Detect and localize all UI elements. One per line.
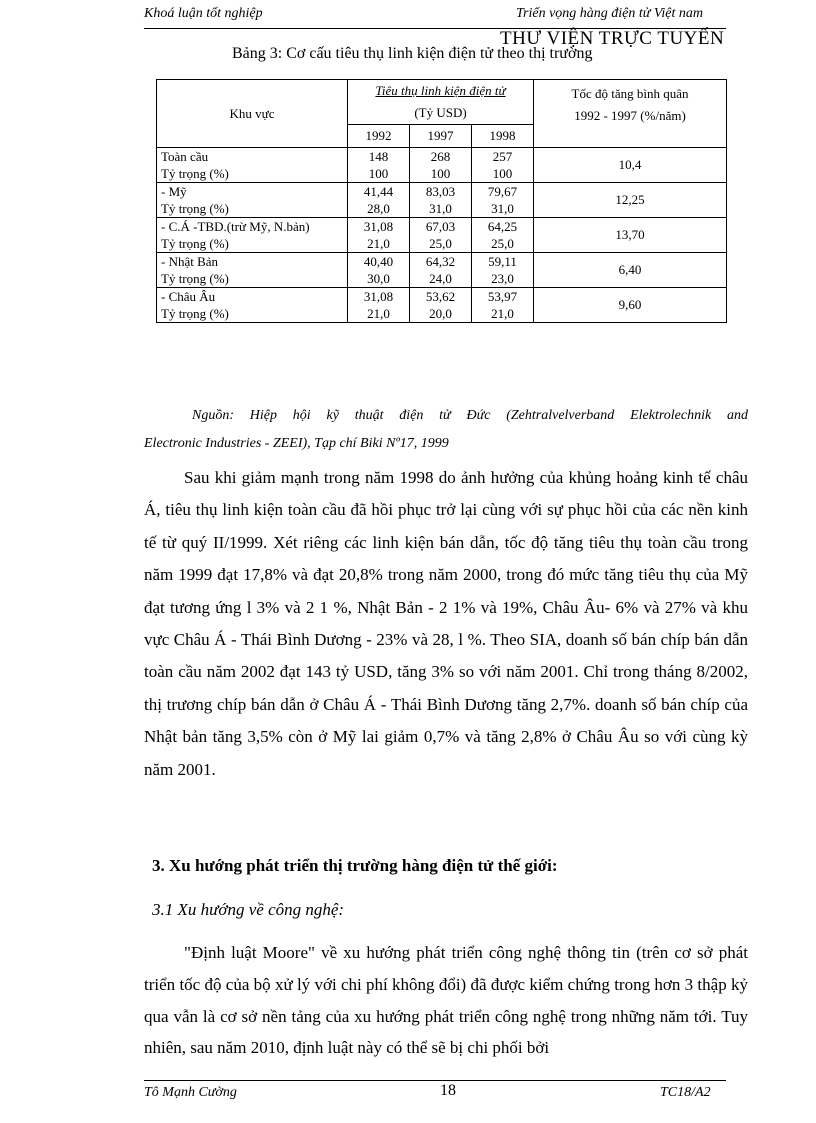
value-cell [348, 253, 410, 288]
library-watermark: THƯ VIỆN TRỰC TUYẾN [500, 28, 725, 49]
region-cell [157, 218, 348, 253]
col-header-growth-rate-line2: 1992 - 1997 (%/năm) [574, 108, 686, 123]
value-1998: 257 [492, 149, 513, 164]
value-1998: 79,67 [487, 184, 518, 199]
value-cell [348, 288, 410, 323]
share-1997: 100 [430, 166, 451, 181]
value-cell [472, 218, 534, 253]
value-cell [410, 183, 472, 218]
region-name: - Châu Âu [161, 289, 216, 304]
value-cell [348, 218, 410, 253]
region-cell [157, 288, 348, 323]
table-row [157, 218, 727, 253]
table-caption: Bảng 3: Cơ cấu tiêu thụ linh kiện điện tử theo thị trường [232, 45, 593, 62]
share-1992: 28,0 [367, 201, 390, 216]
region-cell [157, 253, 348, 288]
col-header-growth-rate-line1: Tốc độ tăng bình quân [571, 86, 689, 101]
value-cell [348, 183, 410, 218]
region-name: - C.Á -TBD.(trừ Mỹ, N.bản) [161, 219, 310, 234]
share-1998: 100 [492, 166, 513, 181]
col-header-region: Khu vực [157, 80, 348, 148]
body-text-1 [144, 462, 748, 786]
growth-rate-cell: 13,70 [534, 218, 727, 253]
value-1998: 64,25 [487, 219, 518, 234]
share-1998: 25,0 [491, 236, 514, 251]
value-1998: 53,97 [487, 289, 518, 304]
table-row [157, 288, 727, 323]
region-cell [157, 148, 348, 183]
growth-rate-cell: 10,4 [534, 148, 727, 183]
header-document-title: Khoá luận tốt nghiệp [144, 6, 263, 21]
value-cell [410, 288, 472, 323]
share-label: Tỷ trọng (%) [161, 201, 229, 216]
value-cell [410, 148, 472, 183]
subsection-heading: 3.1 Xu hướng về công nghệ: [152, 900, 345, 919]
footer-author: Tô Mạnh Cường [144, 1085, 237, 1100]
value-1997: 67,03 [425, 219, 456, 234]
header-thesis-topic: Triển vọng hàng điện tử Việt nam [516, 6, 704, 21]
growth-rate-cell: 9,60 [534, 288, 727, 323]
value-1997: 268 [430, 149, 451, 164]
col-header-consumption-unit: (Tỷ USD) [414, 105, 467, 120]
consumption-table [156, 79, 727, 323]
value-cell [348, 148, 410, 183]
value-1992: 40,40 [363, 254, 394, 269]
share-1992: 100 [368, 166, 389, 181]
share-1998: 21,0 [491, 306, 514, 321]
value-cell [410, 218, 472, 253]
table-row [157, 183, 727, 218]
share-label: Tỷ trọng (%) [161, 271, 229, 286]
col-header-growth-rate [534, 80, 727, 148]
table-row [157, 148, 727, 183]
value-1992: 31,08 [363, 219, 394, 234]
share-1992: 21,0 [367, 236, 390, 251]
value-1997: 83,03 [425, 184, 456, 199]
table-source-note [144, 402, 748, 458]
region-name: - Mỹ [161, 184, 187, 199]
page-number: 18 [440, 1082, 456, 1099]
value-1992: 41,44 [363, 184, 394, 199]
value-cell [472, 288, 534, 323]
value-1992: 31,08 [363, 289, 394, 304]
share-1998: 31,0 [491, 201, 514, 216]
col-header-consumption-title: Tiêu thụ linh kiện điện tử [375, 83, 506, 98]
share-1997: 31,0 [429, 201, 452, 216]
value-1998: 59,11 [488, 254, 517, 269]
paragraph: "Định luật Moore" về xu hướng phát triển công nghệ thông tin (trên cơ sở phát triển tốc độ của bộ xử lý với chi phí không đổi) đã được kiểm chứng trong hơn 3 thập kỷ qua vẫn là cơ sở nền tảng của xu hướng phát triển công nghệ trong những năm tới. Tuy nhiên, sau năm 2010, định luật này có thể sẽ bị chi phối bởi [144, 943, 748, 1058]
growth-rate-cell: 6,40 [534, 253, 727, 288]
value-1997: 53,62 [425, 289, 456, 304]
share-label: Tỷ trọng (%) [161, 306, 229, 321]
value-cell [410, 253, 472, 288]
source-line-1: Nguồn: Hiệp hội kỹ thuật điện tử Đức (Zehtralvelverband Elektrolechnik and [192, 408, 748, 423]
share-label: Tỷ trọng (%) [161, 236, 229, 251]
value-cell [472, 253, 534, 288]
paragraph: Sau khi giảm mạnh trong năm 1998 do ảnh hưởng của khủng hoảng kinh tế châu Á, tiêu thụ linh kiện toàn cầu đã hồi phục trở lại cùng với sự phục hồi của các nền kinh tế từ quý II/1999. Xét riêng các linh kiện bán dẫn, tốc độ tăng tiêu thụ toàn cầu trong năm 1999 đạt 17,8% và đạt 20,8% trong năm 2000, trong đó mức tăng tiêu thụ của Mỹ đạt tương ứng l 3% và 2 1 %, Nhật Bản - 2 1% và 19%, Châu Âu- 6% và 27% và khu vực Châu Á - Thái Bình Dương - 23% và 28, l %. Theo SIA, doanh số bán chíp bán dẫn toàn cầu năm 2002 đạt 143 tỷ USD, tăng 3% so với năm 2001. Chỉ trong tháng 8/2002, thị trương chíp bán dẫn ở Châu Á - Thái Bình Dương tăng 2,7%. doanh số bán chíp của Nhật bản tăng 3,5% còn ở Mỹ lai giảm 0,7% và tăng 2,8% ở Châu Âu so với cùng kỳ năm 2001. [144, 468, 748, 779]
growth-rate-cell: 12,25 [534, 183, 727, 218]
value-cell [472, 148, 534, 183]
share-1992: 30,0 [367, 271, 390, 286]
region-cell [157, 183, 348, 218]
share-1998: 23,0 [491, 271, 514, 286]
share-label: Tỷ trọng (%) [161, 166, 229, 181]
table-row [157, 253, 727, 288]
footer-divider [144, 1080, 726, 1081]
region-name: - Nhật Bản [161, 254, 219, 269]
source-line-2: Electronic Industries - ZEEI), Tạp chí Biki Nº17, 1999 [144, 436, 449, 451]
share-1997: 25,0 [429, 236, 452, 251]
body-text-2 [144, 937, 748, 1064]
value-1992: 148 [368, 149, 389, 164]
year-header: 1998 [472, 125, 534, 148]
footer-class: TC18/A2 [660, 1085, 711, 1100]
year-header: 1992 [348, 125, 410, 148]
value-cell [472, 183, 534, 218]
year-header: 1997 [410, 125, 472, 148]
section-heading: 3. Xu hướng phát triển thị trường hàng điện tử thế giới: [152, 856, 558, 875]
share-1997: 20,0 [429, 306, 452, 321]
region-name: Toàn cầu [161, 149, 209, 164]
value-1997: 64,32 [425, 254, 456, 269]
share-1992: 21,0 [367, 306, 390, 321]
col-header-consumption [348, 80, 534, 125]
share-1997: 24,0 [429, 271, 452, 286]
